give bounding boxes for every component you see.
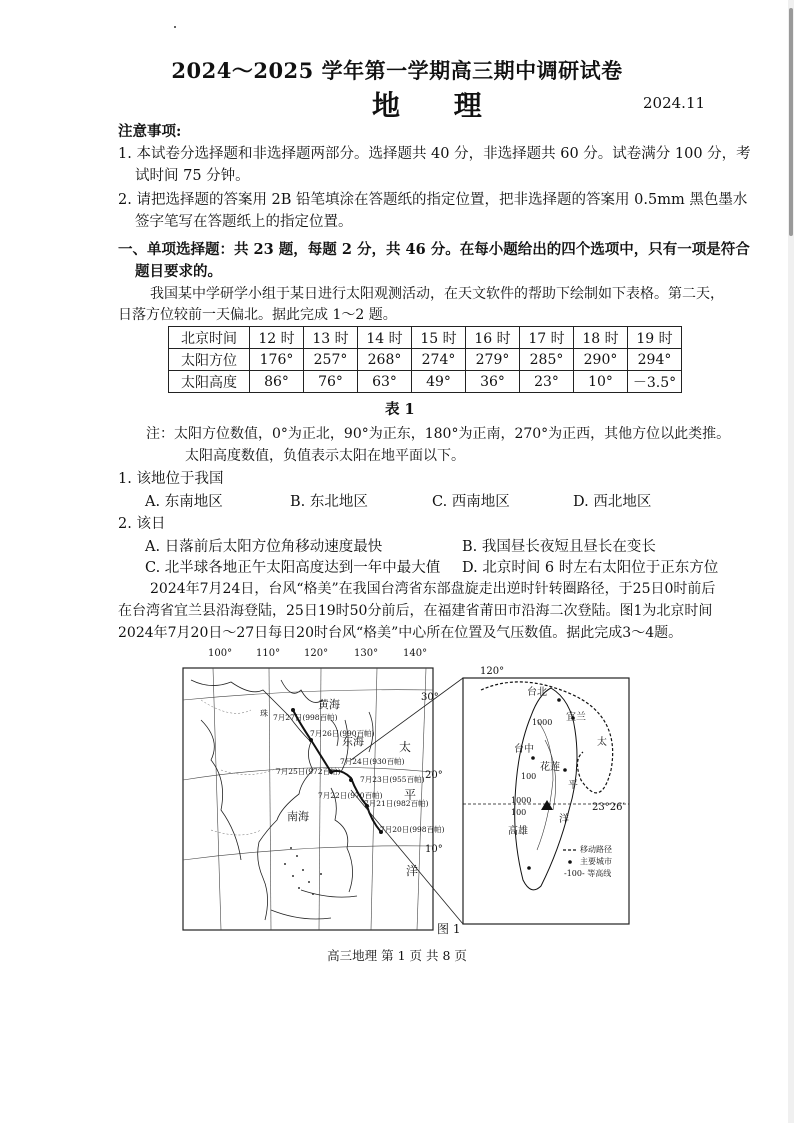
legend-city-symbol: [568, 860, 572, 864]
lon-label: 140°: [403, 648, 428, 659]
connector-line: [351, 790, 463, 924]
subject-title: 地 理: [372, 89, 504, 122]
question-1-stem: 1. 该地位于我国: [118, 471, 224, 487]
q1-option-d: D. 西北地区: [573, 494, 652, 510]
table-cell: 14 时: [358, 327, 412, 349]
borders: [201, 700, 277, 835]
contour-line: [537, 720, 553, 850]
table-note: 太阳高度数值，负值表示太阳在地平面以下。: [185, 448, 465, 464]
table-cell: 12 时: [250, 327, 304, 349]
track-label: 7月21日(982百帕): [364, 799, 429, 808]
contour-value: 100: [511, 808, 527, 817]
table-cell: 太阳方位: [169, 349, 250, 371]
sea-label: 东海: [342, 735, 364, 748]
section-heading: 一、单项选择题：共 23 题，每题 2 分，共 46 分。在每小题给出的四个选项中，只有一项是符合: [118, 241, 750, 258]
table-cell: 76°: [304, 371, 358, 393]
typhoon-text: 2024年7月24日，台风“格美”在我国台湾省东部盘旋走出逆时针转圈路径，于25日0时前后: [150, 581, 716, 597]
table-cell: 86°: [250, 371, 304, 393]
inset-ocean-label: 太: [597, 737, 607, 748]
lon-label: 100°: [208, 648, 233, 659]
legend-city: 主要城市: [580, 857, 612, 866]
table-cell: 23°: [520, 371, 574, 393]
table-row: [169, 349, 682, 371]
peak-marker: [541, 800, 553, 810]
lon-label: 120°: [304, 648, 329, 659]
lat-label: 20°: [425, 770, 443, 781]
table-cell: 17 时: [520, 327, 574, 349]
question-2-stem: 2. 该日: [118, 516, 166, 532]
inset-ocean-label: 平: [568, 780, 578, 791]
table-cell: 257°: [304, 349, 358, 371]
notice-item: 1. 本试卷分选择题和非选择题两部分。选择题共 40 分，非选择题共 60 分。试卷满分 100 分，考: [118, 146, 751, 162]
inset-lon-label: 120°: [480, 666, 505, 677]
table-cell: 太阳高度: [169, 371, 250, 393]
table-cell: 18 时: [574, 327, 628, 349]
q1-option-c: C. 西南地区: [432, 494, 510, 510]
city-label: 高雄: [508, 826, 528, 837]
ocean-label: 太: [399, 740, 412, 754]
track-label: 7月24日(930百帕): [340, 757, 405, 766]
notice-item: 试时间 75 分钟。: [135, 168, 250, 184]
lat-label: 30°: [421, 692, 439, 703]
city-label: 台中: [514, 744, 534, 755]
section-heading-cont: 题目要求的。: [135, 263, 222, 280]
sea-label: 黄海: [318, 698, 340, 711]
sea-label: 南海: [287, 810, 309, 823]
city-label: 台北: [527, 687, 547, 698]
city-label: 花莲: [540, 762, 560, 773]
legend-path: 移动路径: [580, 845, 612, 854]
table-cell: 北京时间: [169, 327, 250, 349]
notice-item: 2. 请把选择题的答案用 2B 铅笔填涂在答题纸的指定位置，把非选择题的答案用 0.5mm 黑色墨水: [118, 192, 748, 208]
islands: [284, 847, 322, 895]
track-label: 7月26日(990百帕): [310, 729, 375, 738]
intro-text: 我国某中学研学小组于某日进行太阳观测活动，在天文软件的帮助下绘制如下表格。第二天，: [150, 286, 724, 302]
table-cell: 63°: [358, 371, 412, 393]
q2-option-b: B. 我国昼长夜短且昼长在变长: [462, 539, 656, 555]
track-label: 7月27日(998百帕): [273, 713, 338, 722]
notice-heading: 注意事项:: [118, 123, 182, 140]
lon-label: 130°: [354, 648, 379, 659]
table-cell: 176°: [250, 349, 304, 371]
exam-date: 2024.11: [643, 94, 706, 112]
page-footer: 高三地理 第 1 页 共 8 页: [327, 948, 467, 963]
contour-value: 1000: [532, 718, 553, 727]
track-label: 7月25日(972百帕): [276, 767, 341, 776]
scan-dot: [174, 26, 176, 28]
lat-label: 10°: [425, 844, 443, 855]
tropic-label: 23°26′: [592, 802, 625, 813]
river-label: 珠: [260, 709, 268, 718]
track-label: 7月23日(955百帕): [360, 775, 425, 784]
track-label: 7月22日(970百帕): [318, 791, 383, 800]
q2-option-d: D. 北京时间 6 时左右太阳位于正东方位: [462, 560, 719, 576]
table-cell: －3.5°: [628, 371, 682, 393]
q1-option-b: B. 东北地区: [290, 494, 368, 510]
city-label: 宜兰: [566, 712, 586, 723]
track-label: 7月20日(998百帕): [380, 825, 445, 834]
legend-contour: -100- 等高线: [564, 869, 612, 878]
notice-item: 签字笔写在答题纸上的指定位置。: [135, 214, 353, 230]
inset-ocean-label: 洋: [559, 814, 569, 825]
table-cell: 268°: [358, 349, 412, 371]
contour-value: 100: [521, 772, 537, 781]
table-cell: 36°: [466, 371, 520, 393]
inset-frame: [463, 678, 629, 924]
typhoon-text: 2024年7月20日～27日每日20时台风“格美”中心所在位置及气压数值。据此完成3～4题。: [118, 625, 683, 641]
table-cell: 10°: [574, 371, 628, 393]
table-caption: 表 1: [385, 401, 415, 418]
q1-option-a: A. 东南地区: [145, 494, 223, 510]
intro-text: 日落方位较前一天偏北。据此完成 1～2 题。: [118, 307, 397, 323]
sun-observation-table: [168, 326, 682, 393]
table-cell: 49°: [412, 371, 466, 393]
scrollbar[interactable]: [788, 0, 794, 1123]
table-cell: 274°: [412, 349, 466, 371]
table-cell: 290°: [574, 349, 628, 371]
table-cell: 19 时: [628, 327, 682, 349]
scrollbar-thumb[interactable]: [789, 8, 793, 236]
ocean-label: 洋: [406, 864, 419, 878]
table-note: 注：太阳方位数值，0°为正北，90°为正东，180°为正南，270°为正西，其他方位以此类推。: [146, 426, 731, 442]
table-cell: 16 时: [466, 327, 520, 349]
q2-option-c: C. 北半球各地正午太阳高度达到一年中最大值: [145, 560, 441, 576]
table-cell: 279°: [466, 349, 520, 371]
q2-option-a: A. 日落前后太阳方位角移动速度最快: [145, 539, 383, 555]
figure-caption: 图 1: [437, 922, 461, 936]
table-cell: 285°: [520, 349, 574, 371]
typhoon-text: 在台湾省宜兰县沿海登陆，25日19时50分前后，在福建省莆田市沿海二次登陆。图1为北京时间: [118, 603, 713, 619]
table-cell: 13 时: [304, 327, 358, 349]
contour-value: 1000: [511, 796, 532, 805]
table-row: [169, 327, 682, 349]
exam-title: 2024～2025 学年第一学期高三期中调研试卷: [171, 58, 623, 83]
ocean-label: 平: [404, 788, 417, 802]
table-row: [169, 371, 682, 393]
table-cell: 294°: [628, 349, 682, 371]
lon-label: 110°: [256, 648, 281, 659]
table-cell: 15 时: [412, 327, 466, 349]
